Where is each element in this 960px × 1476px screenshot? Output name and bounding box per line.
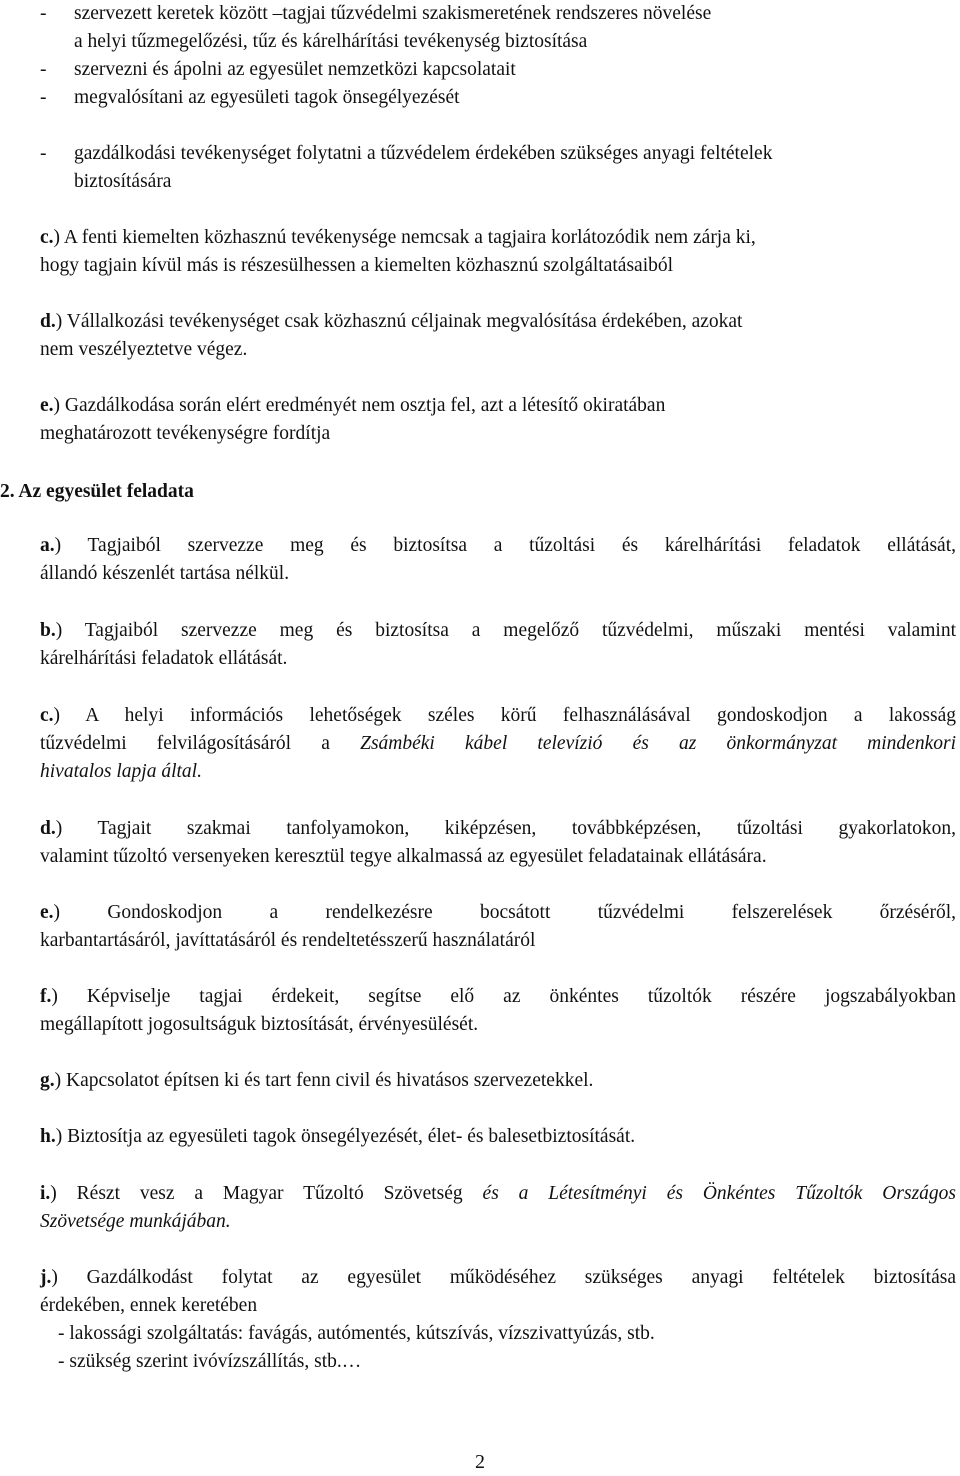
paragraph-e: e.) Gazdálkodása során elért eredményét nem osztja fel, azt a létesítő okiratában meghatározott tevékenységre fordítja: [40, 395, 666, 444]
list-item: [40, 0, 956, 56]
sub-list-item: - lakossági szolgáltatás: favágás, autómentés, kútszívás, vízszivattyúzás, stb.: [58, 1323, 655, 1344]
task-item-e: e.) Gondoskodjon a rendelkezésre bocsátott tűzvédelmi felszerelések őrzéséről, karbantartásáról, javíttatásáról és rendeltetésszerű használatáról: [40, 902, 956, 951]
item-label: e.: [40, 902, 54, 923]
paragraph-c: c.) A fenti kiemelten közhasznú tevékenysége nemcsak a tagjaira korlátozódik nem zárja ki, hogy tagjain kívül más is részesülhessen a kiemelten közhasznú szolgáltatásaiból: [40, 227, 756, 276]
item-label: c.: [40, 227, 54, 248]
item-label: a.: [40, 535, 55, 556]
item-label: d.: [40, 311, 56, 332]
item-label: b.: [40, 620, 56, 641]
item-label: c.: [40, 705, 54, 726]
task-item-g: g.) Kapcsolatot építsen ki és tart fenn civil és hivatásos szervezetekkel.: [40, 1070, 594, 1091]
item-label: h.: [40, 1126, 56, 1147]
list-item-text: biztosítására: [74, 171, 172, 192]
list-item: [40, 84, 956, 112]
task-item-d: d.) Tagjait szakmai tanfolyamokon, kiképzésen, továbbképzésen, tűzoltási gyakorlatokon, valamint tűzoltó versenyeken keresztül tegye alkalmassá az egyesület feladatainak ellátására.: [40, 818, 956, 867]
list-dash: -: [40, 87, 47, 108]
sub-list-item: - szükség szerint ivóvízszállítás, stb.…: [58, 1351, 362, 1372]
task-item-i: i.) Részt vesz a Magyar Tűzoltó Szövetség és a Létesítményi és Önkéntes Tűzoltók Országos Szövetsége munkájában.: [40, 1183, 956, 1232]
item-label: f.: [40, 986, 52, 1007]
list-item: [40, 56, 956, 84]
item-label: g.: [40, 1070, 55, 1091]
item-label: i.: [40, 1183, 51, 1204]
list-item-text: szervezett keretek között –tagjai tűzvédelmi szakismeretének rendszeres növelése: [74, 3, 712, 24]
list-dash: -: [40, 3, 47, 24]
list-item-text: megvalósítani az egyesületi tagok önsegélyezését: [74, 87, 460, 108]
task-item-f: f.) Képviselje tagjai érdekeit, segítse elő az önkéntes tűzoltók részére jogszabályokban megállapított jogosultságuk biztosítását, érvényesülését.: [40, 986, 956, 1035]
item-label: e.: [40, 395, 54, 416]
task-item-j: j.) Gazdálkodást folytat az egyesület működéséhez szükséges anyagi feltételek biztosítása érdekében, ennek keretében: [40, 1267, 956, 1316]
list-item: [40, 140, 956, 196]
task-item-a: a.) Tagjaiból szervezze meg és biztosítsa a tűzoltási és kárelhárítási feladatok ellátását, állandó készenlét tartása nélkül.: [40, 535, 956, 584]
item-label: d.: [40, 818, 56, 839]
page-number: 2: [475, 1451, 485, 1473]
list-item-text: a helyi tűzmegelőzési, tűz és kárelhárítási tevékenység biztosítása: [74, 31, 588, 52]
task-item-b: b.) Tagjaiból szervezze meg és biztosítsa a megelőző tűzvédelmi, műszaki mentési valamint kárelhárítási feladatok ellátását.: [40, 620, 956, 669]
section-heading: 2. Az egyesület feladata: [0, 481, 194, 502]
item-label: j.: [40, 1267, 52, 1288]
list-item-text: gazdálkodási tevékenységet folytatni a tűzvédelem érdekében szükséges anyagi feltételek: [74, 143, 773, 164]
list-item-text: szervezni és ápolni az egyesület nemzetközi kapcsolatait: [74, 59, 516, 80]
task-item-c: c.) A helyi információs lehetőségek széles körű felhasználásával gondoskodjon a lakosság tűzvédelmi felvilágosításáról a Zsámbéki kábel televízió és az önkormányzat mindenkori hivatalos lapja által.: [40, 705, 956, 782]
paragraph-d: d.) Vállalkozási tevékenységet csak közhasznú céljainak megvalósítása érdekében, azokat nem veszélyeztetve végez.: [40, 311, 743, 360]
task-item-h: h.) Biztosítja az egyesületi tagok önsegélyezését, élet- és balesetbiztosítását.: [40, 1126, 636, 1147]
list-dash: -: [40, 143, 47, 164]
list-dash: -: [40, 59, 47, 80]
